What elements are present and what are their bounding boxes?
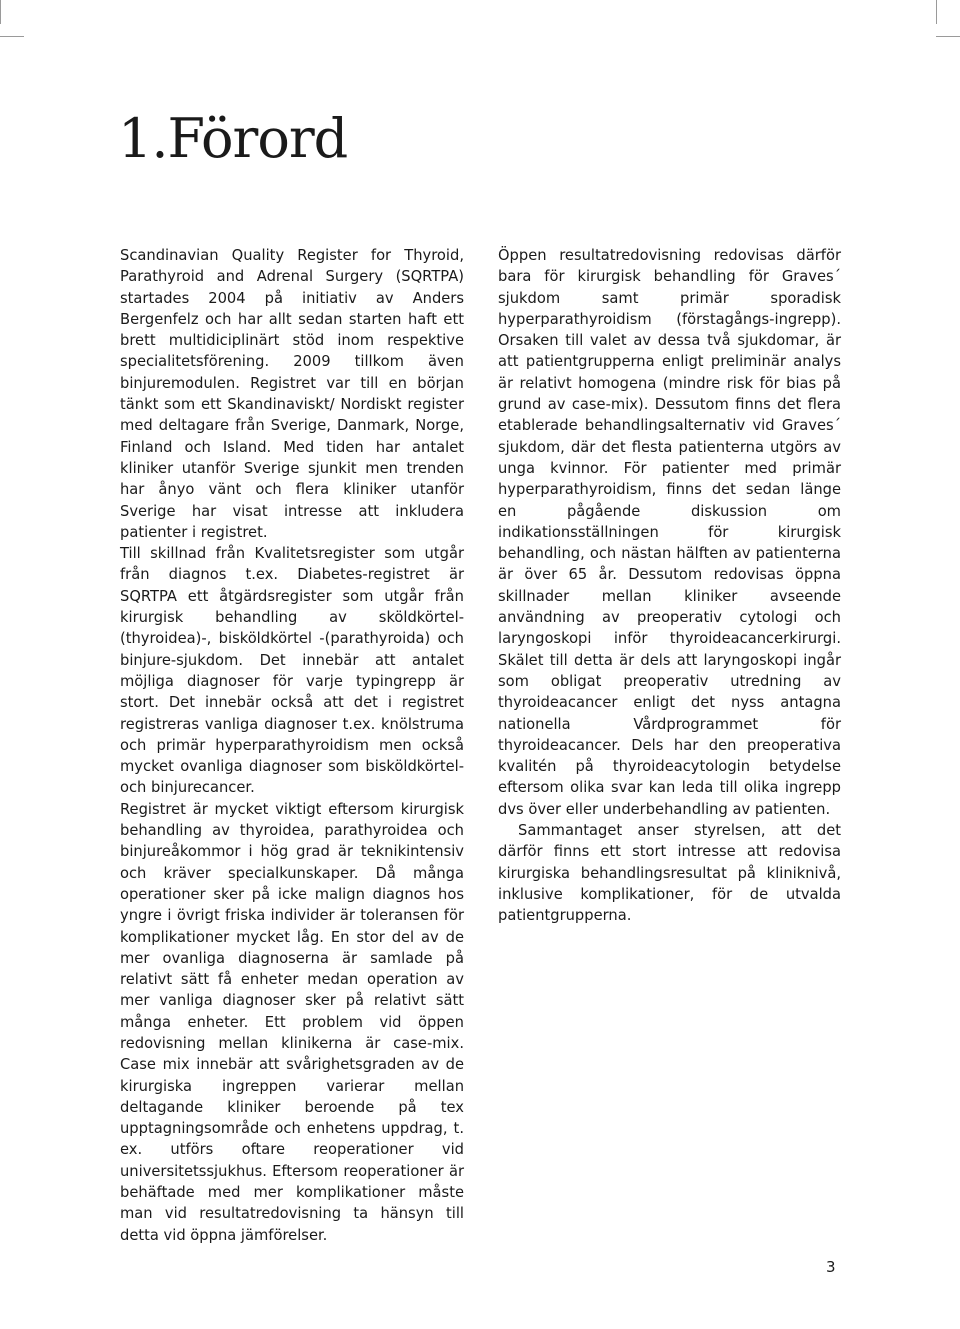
right-column — [498, 245, 841, 927]
crop-mark-left-top — [0, 36, 24, 37]
right-paragraph-1: Öppen resultatredovisning redovisas därför bara för kirurgisk behandling för Graves´ sjukdom samt primär sporadisk hyperparathyroidism (förstagångs-ingrepp). Orsaken till valet av dessa två sjukdomar, är att patientgrupperna enligt preliminär analys är relativt homogena (mindre risk för bias på grund av case-mix). Dessutom finns det flera etablerade behandlingsalternativ vid Graves´ sjukdom, där det flesta patienterna utgörs av unga kvinnor. För patienter med primär hyperparathyroidism, finns det sedan länge en pågående diskussion om indikationsställningen för kirurgisk behandling, och nästan hälften av patienterna är över 65 år. Dessutom redovisas öppna skillnader mellan kliniker avseende användning av preoperativ cytologi och laryngoskopi inför thyroideacancerkirurgi. Skälet till detta är dels att laryngoskopi ingår som obligat preoperativ utredning av thyroideacancer enligt det nyss antagna nationella Vårdprogrammet för thyroideacancer. Dels har den preoperativa kvalitén på thyroideacytologin betydelse eftersom olika svar kan leda till olika ingrepp dvs över eller underbehandling av patienten. — [498, 247, 841, 818]
crop-mark-top-left — [0, 0, 1, 24]
right-paragraph-2: Sammantaget anser styrelsen, att det därför finns ett stort intresse att redovisa kirurgiska behandlingsresultat på kliniknivå, inklusive komplikationer, för de utvalda patientgrupperna. — [498, 822, 841, 925]
crop-mark-top-right — [936, 0, 937, 24]
page-title: 1.Förord — [118, 107, 348, 170]
left-column — [120, 245, 464, 1246]
left-paragraph-2: Till skillnad från Kvalitetsregister som utgår från diagnos t.ex. Diabetes-registret är SQRTPA ett åtgärdsregister som utgår från kirurgisk behandling av sköldkörtel- (thyroidea)-, bisköldkörtel -(parathyroida) och binjure-sjukdom. Det innebär att antalet möjliga diagnoser för varje typingrepp är stort. Det innebär också att det i registret registreras vanliga diagnoser t.ex. knölstruma och primär hyperparathyroidism men också mycket ovanliga diagnoser som bisköldkörtel- och binjurecancer. — [120, 545, 464, 797]
left-paragraph-1: Scandinavian Quality Register for Thyroid, Parathyroid and Adrenal Surgery (SQRTPA) startades 2004 på initiativ av Anders Bergenfelz och har allt sedan starten haft ett brett multidiciplinärt stöd inom respektive specialitetsförening. 2009 tillkom även binjuremodulen. Registret var till en början tänkt som ett Skandinaviskt/ Nordiskt register med deltagare från Sverige, Danmark, Norge, Finland och Island. Med tiden har antalet kliniker utanför Sverige sjunkit men trenden har ånyo vänt och flera kliniker utanför Sverige har visat intresse att inkludera patienter i registret. — [120, 247, 464, 541]
page-number: 3 — [826, 1258, 836, 1276]
crop-mark-right-top — [936, 36, 960, 37]
left-paragraph-3: Registret är mycket viktigt eftersom kirurgisk behandling av thyroidea, parathyroidea och binjureåkommor i hög grad är teknikintensiv och kräver specialkunskaper. Då många operationer sker på icke malign diagnos hos yngre i övrigt friska individer är toleransen för komplikationer mycket låg. En stor del av de mer ovanliga diagnoserna är samlade på relativt sätt få enheter medan operation av mer vanliga diagnoser sker på relativt sätt många enheter. Ett problem vid öppen redovisning mellan klinikerna är case-mix. Case mix innebär att svårighetsgraden av de kirurgiska ingreppen varierar mellan deltagande kliniker beroende på tex upptagningsområde och enhetens uppdrag, t. ex. utförs oftare reoperationer vid universitetssjukhus. Eftersom reoperationer är behäftade med mer komplikationer måste man vid resultatredovisning ta hänsyn till detta vid öppna jämförelser. — [120, 800, 464, 1244]
